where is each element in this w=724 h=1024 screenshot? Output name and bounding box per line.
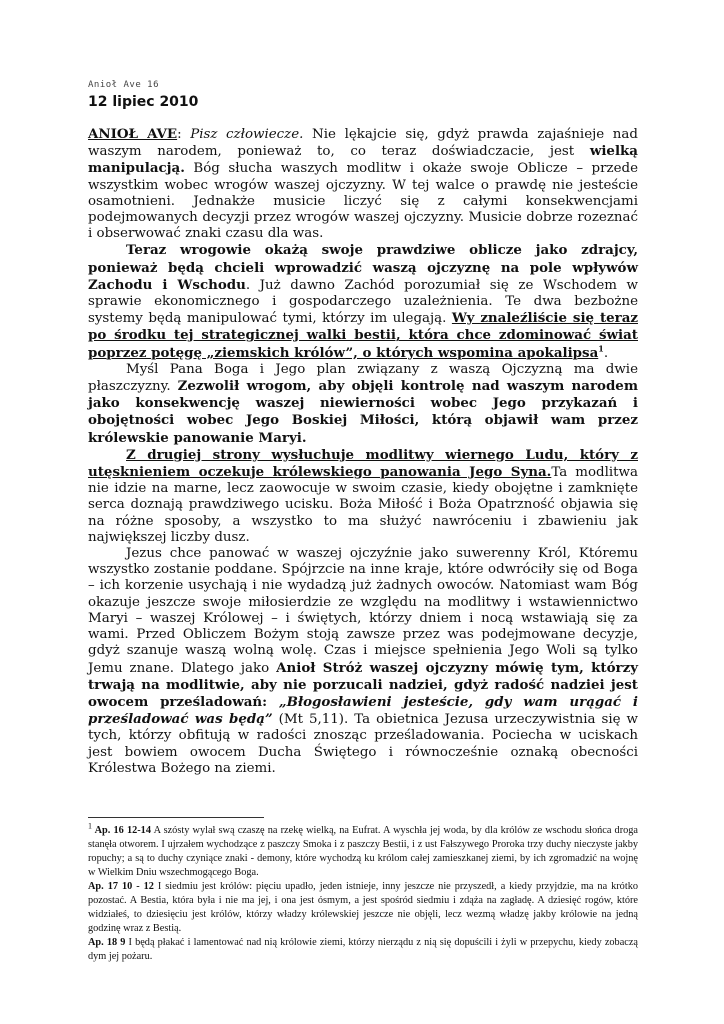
footnotes bbox=[88, 821, 638, 964]
paragraph-1: ANIOŁ AVE: Pisz człowiecze. Nie lękajcie się, gdyż prawda zajaśnieje nad waszym narodem, ponieważ to, co teraz doświadczacie, jest wielką manipulacją. Bóg słucha waszych modlitw i okaże swoje Oblicze – przede wszystkim wobec wrogów waszej ojczyzny. W tej walce o prawdę nie jesteście osamotnieni. Jednakże musicie liczyć się z całymi konsekwencjami podejmowanych decyzji przez wrogów waszej ojczyzny. Musicie dobrze rozeznać i obserwować znaki czasu dla was. bbox=[88, 126, 638, 242]
paragraph-3: Myśl Pana Boga i Jego plan związany z waszą Ojczyzną ma dwie płaszczyzny. Zezwolił wrogom, aby objęli kontrolę nad waszym narodem jako konsekwencję waszej niewierności wobec Jego przykazań i obojętności wobec Jego Boskiej Miłości, którą objawił wam przez królewskie panowanie Maryi. bbox=[88, 361, 638, 446]
document-label: Anioł Ave 16 bbox=[88, 80, 160, 90]
speaker-name: ANIOŁ AVE bbox=[88, 126, 178, 142]
document-page bbox=[88, 80, 638, 964]
message-body bbox=[88, 126, 638, 777]
paragraph-4: Z drugiej strony wysłuchuje modlitwy wiernego Ludu, który z utęsknieniem oczekuje królewskiego panowania Jego Syna.Ta modlitwa nie idzie na marne, lecz zaowocuje w swoim czasie, kiedy obojętne i zamknięte serca doznają prawdziwego ucisku. Boża Miłość i Boża Opatrzność objawia się na różne sposoby, a wszystko to ma służyć nawróceniu i zbawieniu jak największej liczby dusz. bbox=[88, 446, 638, 545]
footnote-2: Ap. 17 10 - 12 I siedmiu jest królów: pięciu upadło, jeden istnieje, inny jeszcze nie przyszedł, a kiedy przyjdzie, ma na krótko pozostać. A Bestia, która była i nie ma jej, i ona jest ósmym, a jest spośród siedmiu i zdąża na zagładę. A dziesięć rogów, które widziałeś, to dziesięciu jest królów, którzy władzy królewskiej jeszcze nie objęli, lecz wezmą władzę jakby królowie na jedną godzinę wraz z Bestią. bbox=[88, 880, 638, 934]
document-date: 12 lipiec 2010 bbox=[88, 94, 199, 110]
paragraph-5: Jezus chce panować w waszej ojczyźnie jako suwerenny Król, Któremu wszystko zostanie poddane. Spójrzcie na inne kraje, które odwróciły się od Boga – ich korzenie usychają i nie wydadzą już żadnych owoców. Natomiast wam Bóg okazuje jeszcze swoje miłosierdzie ze względu na modlitwy i wstawiennictwo Maryi – waszej Królowej – i świętych, którzy dniem i nocą wstawiają się za wami. Przed Obliczem Bożym stoją zawsze przez was podejmowane decyzje, gdyż szanuje waszą wolną wolę. Czas i miejsce spełnienia Jego Woli są tylko Jemu znane. Dlatego jako Anioł Stróż waszej ojczyzny mówię tym, którzy trwają na modlitwie, aby nie porzucali nadziei, gdyż radość nadziei jest owocem prześladowań: „Błogosławieni jesteście, gdy wam urągać i prześladować was będą” (Mt 5,11). Ta obietnica Jezusa urzeczywistnia się w tych, którzy obfitują w radości znosząc prześladowania. Pociecha w uciskach jest bowiem owocem Ducha Świętego i równocześnie oznaką obecności Królestwa Bożego na ziemi. bbox=[88, 546, 639, 776]
footnote-1: $^1$ Ap. 16 12-14 A szósty wylał swą czaszę na rzekę wielką, na Eufrat. A wyschła jej woda, by dla królów ze wschodu słońca droga stanęła otworem. I ujrzałem wychodzące z paszczy Smoka i z paszczy Bestii, i z ust Fałszywego Proroka trzy duchy nieczyste jakby ropuchy; a są to duchy czyniące znaki - demony, które wychodzą ku królom całej zamieszkanej ziemi, by ich zgromadzić na wojnę w Wielkim Dniu wszechmogącego Boga. bbox=[88, 821, 638, 878]
footnote-divider bbox=[88, 817, 264, 818]
footnote-3: Ap. 18 9 I będą płakać i lamentować nad nią królowie ziemi, którzy nierządu z nią się dopuścili i żyli w przepychu, kiedy zobaczą dym jej pożaru. bbox=[88, 936, 638, 962]
footnote-reference[interactable]: 1 bbox=[598, 343, 604, 354]
paragraph-2: Teraz wrogowie okażą swoje prawdziwe oblicze jako zdrajcy, ponieważ będą chcieli wprowadzić waszą ojczyznę na pole wpływów Zachodu i Wschodu. Już dawno Zachód porozumiał się ze Wschodem w sprawie ekonomicznego i gospodarczego uzależnienia. Te dwa bezbożne systemy będą manipulować tymi, którzy im ulegają. Wy znaleźliście się teraz po środku tej strategicznej walki bestii, która chce zdominować świat poprzez potęgę „ziemskich królów”, o których wspomina apokalipsa$^1$. bbox=[88, 242, 638, 361]
